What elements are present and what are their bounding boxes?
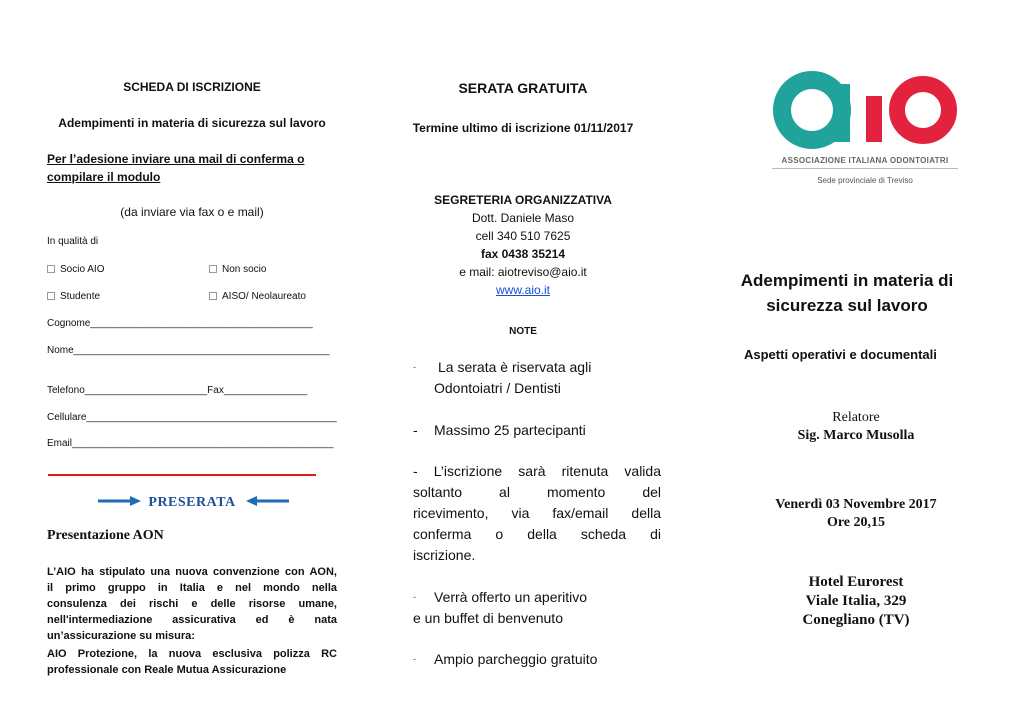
option-non-socio-label: Non socio xyxy=(222,264,267,275)
red-divider xyxy=(48,474,316,476)
aon-line: professionale con Reale Mutua Assicurazione xyxy=(47,664,287,676)
note3-line: ricevimento, via fax/email della xyxy=(413,505,661,521)
event-subtitle: Aspetti operativi e documentali xyxy=(744,347,937,362)
qualita-label: In qualità di xyxy=(47,236,99,247)
note3-last: iscrizione. xyxy=(413,547,476,563)
field-nome[interactable]: Nome______________________________________________ xyxy=(47,345,330,356)
option-studente[interactable] xyxy=(47,291,100,302)
arrow-left-icon xyxy=(245,495,289,507)
relatore-label: Relatore xyxy=(832,410,880,425)
via-fax-note: (da inviare via fax o e mail) xyxy=(120,205,264,219)
aon-line: AIO Protezione, la nuova esclusiva polizza RC xyxy=(47,648,337,660)
preserata-label: PRESERATA xyxy=(148,495,236,510)
option-aiso[interactable] xyxy=(209,291,306,302)
checkbox-icon[interactable] xyxy=(209,265,217,273)
bullet-dash: - xyxy=(413,592,416,602)
field-email[interactable]: Email_______________________________________________ xyxy=(47,438,334,449)
bullet-dash: - xyxy=(413,654,416,664)
note4-line2: e un buffet di benvenuto xyxy=(413,610,563,626)
adesione-line2: compilare il modulo xyxy=(47,170,161,184)
option-studente-label: Studente xyxy=(60,291,101,302)
note2: Massimo 25 partecipanti xyxy=(434,422,586,438)
checkbox-icon[interactable] xyxy=(209,292,217,300)
aon-line: il primo gruppo in Italia e nel mondo nella xyxy=(47,582,337,594)
field-cognome[interactable]: Cognome________________________________________ xyxy=(47,318,313,329)
event-title-line2: sicurezza sul lavoro xyxy=(766,296,928,315)
contact-name: Dott. Daniele Maso xyxy=(471,211,575,225)
option-non-socio[interactable] xyxy=(209,264,266,275)
option-socio-label: Socio AIO xyxy=(60,264,105,275)
form-title: SCHEDA DI ISCRIZIONE xyxy=(123,80,261,94)
note1-line1: La serata è riservata agli xyxy=(438,359,592,375)
field-telefono-fax[interactable]: Telefono______________________Fax_______________ xyxy=(47,385,308,396)
termine-iscrizione: Termine ultimo di iscrizione 01/11/2017 xyxy=(412,121,634,135)
bullet-dash: - xyxy=(413,422,418,438)
event-date: Venerdì 03 Novembre 2017 xyxy=(775,497,937,512)
serata-gratuita: SERATA GRATUITA xyxy=(458,80,588,96)
website-wrap xyxy=(393,283,653,297)
venue-name: Hotel Eurorest xyxy=(808,574,904,590)
adesione-line1: Per l’adesione inviare una mail di conferma o xyxy=(47,152,305,166)
option-socio[interactable] xyxy=(47,264,104,275)
logo-sede: Sede provinciale di Treviso xyxy=(817,176,913,185)
segreteria-heading: SEGRETERIA ORGANIZZATIVA xyxy=(434,193,612,207)
form-subtitle: Adempimenti in materia di sicurezza sul lavoro xyxy=(58,116,326,130)
contact-fax: fax 0438 35214 xyxy=(480,247,566,261)
bullet-dash: - xyxy=(413,362,416,372)
aon-line: consulenza dei rischi e delle risorse umane, xyxy=(47,598,337,610)
presentazione-aon-heading: Presentazione AON xyxy=(47,528,164,543)
note4-line1: Verrà offerto un aperitivo xyxy=(434,589,588,605)
note5: Ampio parcheggio gratuito xyxy=(434,651,598,667)
aio-logo xyxy=(772,70,958,192)
venue-address: Viale Italia, 329 xyxy=(805,593,907,609)
checkbox-icon[interactable] xyxy=(47,265,55,273)
logo-subtitle: ASSOCIAZIONE ITALIANA ODONTOIATRI xyxy=(781,156,949,165)
note3-line: conferma o della scheda di xyxy=(413,526,661,542)
note-title: NOTE xyxy=(509,326,537,337)
field-cellulare[interactable]: Cellulare_____________________________________________ xyxy=(47,412,337,423)
arrow-right-icon xyxy=(98,495,142,507)
website-link[interactable]: www.aio.it xyxy=(495,283,551,297)
aon-line: L’AIO ha stipulato una nuova convenzione con AON, xyxy=(47,566,337,578)
venue-city: Conegliano (TV) xyxy=(802,612,910,628)
aon-line: nell'intermediazione assicurativa ed è nata xyxy=(47,614,337,626)
note3-line: soltanto al momento del xyxy=(413,484,661,500)
option-aiso-label: AISO/ Neolaureato xyxy=(222,291,306,302)
checkbox-icon[interactable] xyxy=(47,292,55,300)
speaker-name: Sig. Marco Musolla xyxy=(797,428,915,443)
event-title-line1: Adempimenti in materia di xyxy=(740,271,954,290)
event-time: Ore 20,15 xyxy=(826,515,886,530)
logo-divider xyxy=(772,168,958,169)
contact-cell: cell 340 510 7625 xyxy=(475,229,571,243)
aon-line: un’assicurazione su misura: xyxy=(47,630,195,642)
aio-logo-icon xyxy=(772,70,958,152)
note1-line2: Odontoiatri / Dentisti xyxy=(434,380,561,396)
contact-email: e mail: aiotreviso@aio.it xyxy=(459,265,587,279)
note3-line: - L’iscrizione sarà ritenuta valida xyxy=(413,463,661,479)
